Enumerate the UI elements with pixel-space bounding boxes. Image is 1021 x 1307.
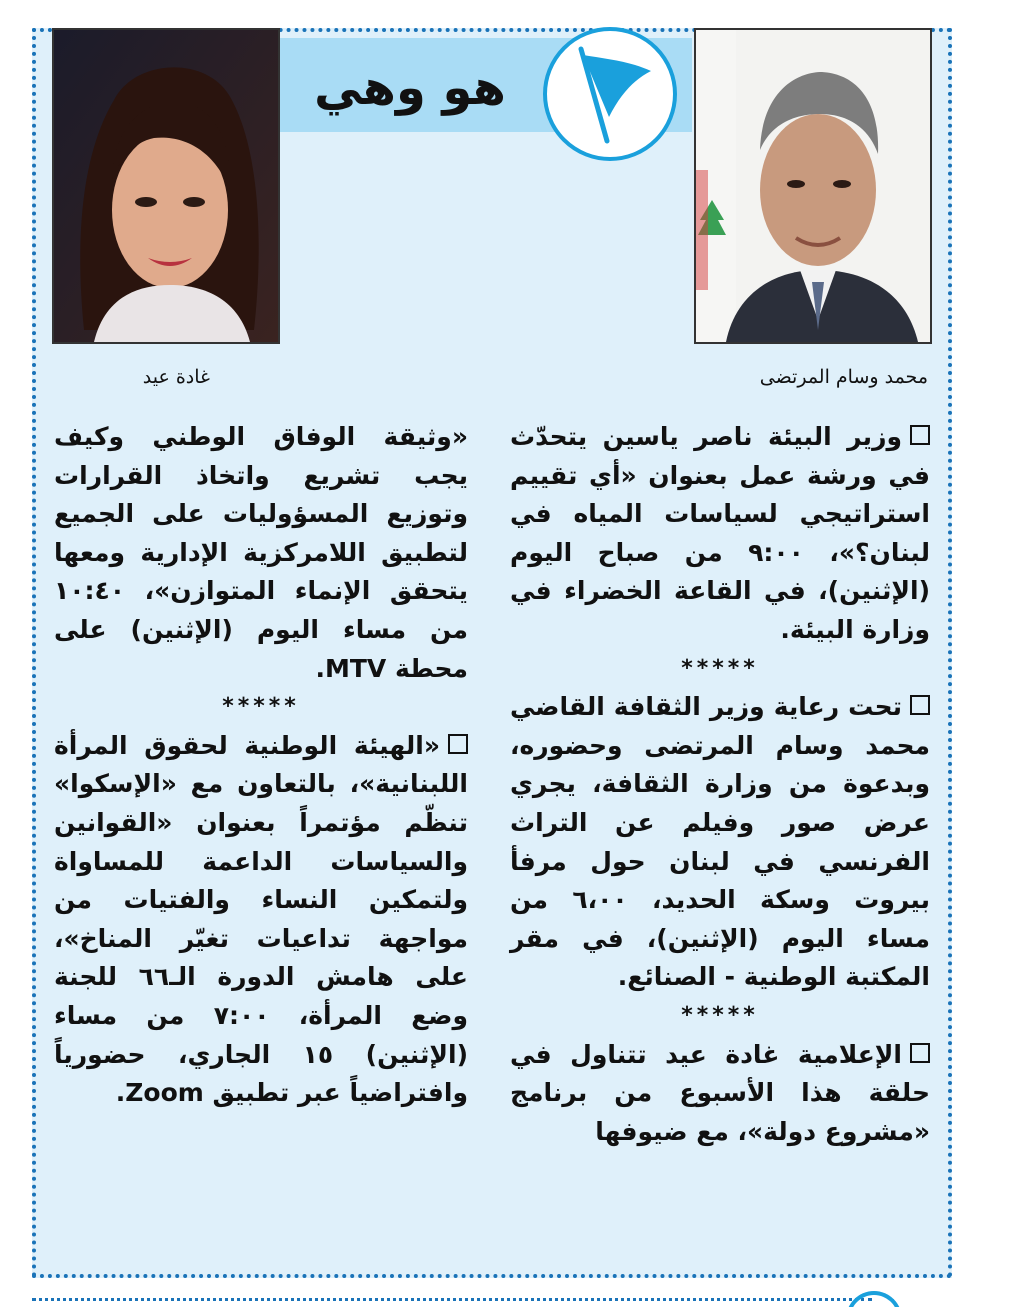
flag-icon [547,31,673,157]
separator: ***** [681,1002,759,1028]
caption-mohammad-mortada: محمد وسام المرتضى [759,366,928,388]
column-left [54,418,468,1113]
news-item: «وثيقة الوفاق الوطني وكيف يجب تشريع واتخاذ القرارات وتوزيع المسؤوليات على الجميع لتطبيق اللامركزية الإدارية ومعها يتحقق الإنماء المتوازن»، ١٠:٤٠ من مساء اليوم (الإثنين) على محطة MTV. [54,422,468,683]
news-item: الإعلامية غادة عيد تتناول في حلقة هذا الأسبوع من برنامج «مشروع دولة»، مع ضيوفها [510,1039,930,1146]
bullet-box-icon [448,734,468,754]
portrait-man-icon [696,30,930,342]
bullet-box-icon [910,425,930,445]
portrait-woman-icon [54,30,278,342]
flag-logo [543,27,677,161]
separator: ***** [681,655,759,681]
caption-ghada-eid: غادة عيد [142,366,210,388]
divider [32,1298,872,1301]
news-item: تحت رعاية وزير الثقافة القاضي محمد وسام المرتضى وحضوره، وبدعوة من وزارة الثقافة، يجري عرض صور وفيلم عن التراث الفرنسي في لبنان حول مرفأ بيروت وسكة الحديد، ٦،٠٠ من مساء اليوم (الإثنين)، في مقر المكتبة الوطنية - الصنائع. [510,692,931,992]
news-item: «الهيئة الوطنية لحقوق المرأة اللبنانية»، بالتعاون مع «الإسكوا» تنظّم مؤتمراً بعنوان «القوانين والسياسات الداعمة للمساواة ولتمكين النساء والفتيات من مواجهة تداعيات تغيّر المناخ»، على هامش الدورة الـ٦٦ للجنة وضع المرأة، ٧:٠٠ من مساء (الإثنين) ١٥ الجاري، حضورياً وافتراضياً عبر تطبيق Zoom. [54,730,468,1108]
separator: ***** [222,694,300,720]
news-item: وزير البيئة ناصر ياسين يتحدّث في ورشة عمل بعنوان «أي تقييم استراتيجي لسياسات المياه في لبنان؟»، ٩:٠٠ من صباح اليوم (الإثنين)، في القاعة الخضراء في وزارة البيئة. [510,422,931,644]
next-section-logo-edge [846,1291,902,1307]
photo-ghada-eid [52,28,280,344]
photo-mohammad-mortada [694,28,932,344]
page-title: هو وهي [314,60,506,116]
bullet-box-icon [910,695,930,715]
bullet-box-icon [910,1043,930,1063]
column-right [510,418,930,1151]
